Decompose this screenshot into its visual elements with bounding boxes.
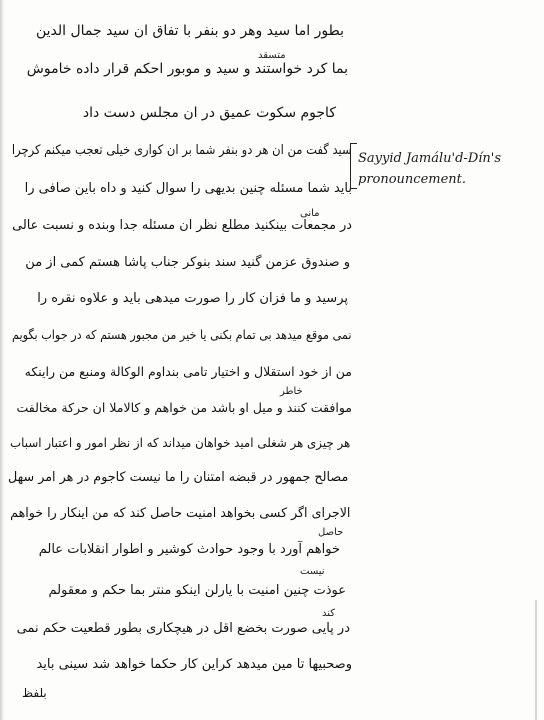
catchword: بلفظ	[22, 686, 47, 700]
scan-edge-shadow	[0, 0, 4, 720]
interlinear-insertion-4: حاصل	[318, 527, 344, 538]
interlinear-insertion-5: نیست	[300, 566, 325, 577]
interlinear-insertion-1: متسقد	[258, 50, 286, 61]
manuscript-line-13: مصالح جمهور در قبضه امتنان را ما نیست کاجوم در هر امر سهل	[7, 470, 348, 485]
manuscript-line-5: باید شما مسئله چنین بدیهی را سوال کنید و داه باین صافی را	[24, 181, 352, 196]
manuscript-line-15: خواهم آورد با وجود حوادث کوشیر و اطوار انقلابات عالم	[38, 542, 340, 557]
manuscript-line-1: بطور اما سید وهر دو بنفر با تفاق ان سید جمال الدین	[35, 23, 344, 39]
manuscript-line-11: موافقت کنند و میل او باشد من خواهم و کالاملا ان حرکة مخالفت	[16, 400, 352, 415]
manuscript-line-10: من از خود استقلال و اختیار تامی بنداوم الوکالة ومنبع من راینکه	[24, 364, 352, 379]
manuscript-line-18: وصحبیها تا مین میدهد کراین کار حکما خواهد شد سینی باید	[36, 657, 352, 672]
manuscript-line-4: سید گفت من ان هر دو بنفر شما بر ان کواری خیلی تعجب میکنم کرچرا	[12, 143, 352, 158]
margin-note-line-2: pronouncement.	[358, 172, 467, 187]
manuscript-line-17: در پایی صورت بخضع اقل در هیچکاری بطور قطعیت حکم نمی	[16, 621, 350, 636]
right-edge-mark	[535, 600, 537, 720]
manuscript-line-3: کاجوم سکوت عمیق در ان مجلس دست داد	[82, 105, 336, 121]
interlinear-insertion-3: خاطر	[280, 386, 303, 397]
manuscript-line-9: نمی موقع میدهد بی تمام بکنی یا خیر من مجبور هستم که در جواب بگویم	[12, 327, 352, 342]
manuscript-line-2: بما کرد خواستند و سید و موبور احکم قرار داده خاموش	[26, 61, 348, 77]
margin-note-line-1: Sayyid Jamálu'd-Dín's	[358, 151, 502, 166]
interlinear-insertion-2: مانی	[300, 208, 320, 219]
manuscript-line-14: الاجرای اگر کسی بخواهد امنیت حاصل کند که من اینکار را خواهم	[9, 506, 350, 521]
manuscript-line-12: هر چیزی هر شغلی امید خواهان میداند که از نظر امور و اعتبار اسباب	[9, 435, 350, 450]
persian-text-block	[6, 0, 352, 720]
manuscript-line-7: و صندوق عزمن گنید سند بنوکر جناب پاشا هستم کمی از من	[25, 255, 350, 270]
manuscript-line-6: در مجمعات بینکنید مطلع نظر ان مسئله جدا وبنده و نسبت عالی	[12, 218, 352, 233]
manuscript-line-16: عوذت چنین امنیت با یارلن اینکو منتر بما حکم و معقولم	[48, 583, 346, 598]
margin-bracket	[350, 143, 357, 189]
manuscript-line-8: پرسید و ما فزان کار را صورت میدهی باید و علاوه نقره را	[37, 291, 348, 306]
margin-note	[358, 148, 542, 190]
interlinear-insertion-6: کند	[322, 608, 336, 619]
